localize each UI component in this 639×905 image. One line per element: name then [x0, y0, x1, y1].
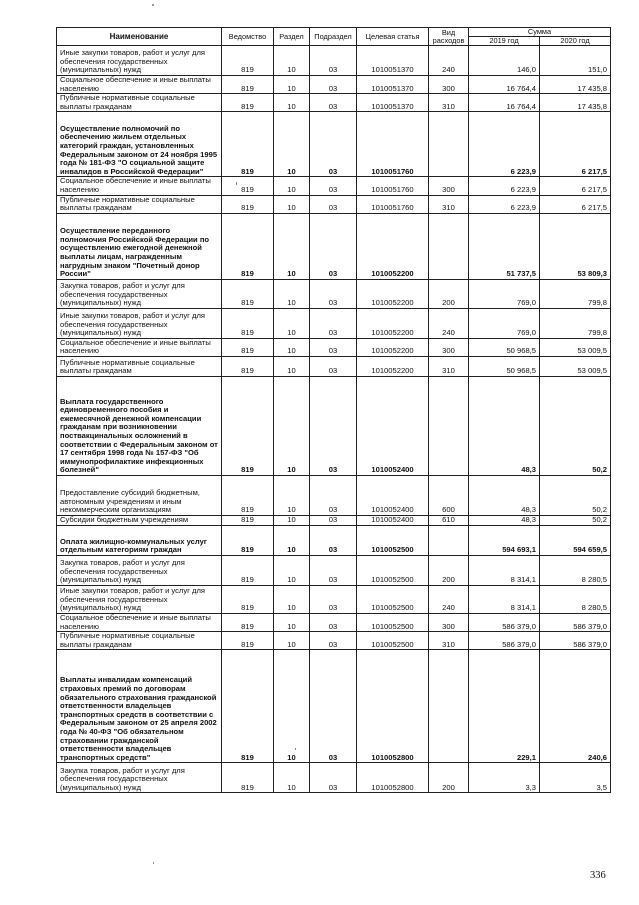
cell-name: Выплата государственного единовременного пособия и ежемесячной денежной компенсации гражданам при возникновении поствакцинальных осложнений в соответствии с Федеральным законом от 17 сентября 1998 года № 157-ФЗ "Об иммунопрофилактике инфекционных болезней" [57, 376, 222, 475]
cell-amount-2020: 53 009,5 [540, 356, 611, 376]
scan-dot [152, 4, 154, 6]
cell-amount-2019: 594 693,1 [469, 525, 540, 555]
cell-amount-2019: 51 737,5 [469, 213, 540, 279]
header-expense-type: Вид расходов [429, 28, 469, 46]
cell-subsection: 03 [310, 585, 357, 613]
cell-target-article: 1010052200 [357, 338, 429, 356]
header-year-2019: 2019 год [469, 37, 540, 46]
cell-department: 819 [222, 94, 274, 112]
cell-expense-type: 200 [429, 763, 469, 793]
cell-department: 819 [222, 112, 274, 177]
cell-section: 10 [274, 763, 310, 793]
cell-target-article: 1010051760 [357, 195, 429, 213]
cell-name: Социальное обеспечение и иные выплаты населению [57, 76, 222, 94]
cell-department: 819 [222, 585, 274, 613]
cell-amount-2020: 50,2 [540, 475, 611, 515]
cell-name: Предоставление субсидий бюджетным, автономным учреждениям и иным некоммерческим организациям [57, 475, 222, 515]
cell-amount-2020: 799,8 [540, 279, 611, 308]
cell-section: 10 [274, 338, 310, 356]
cell-expense-type: 300 [429, 177, 469, 195]
cell-target-article: 1010052800 [357, 650, 429, 763]
cell-department: 819 [222, 376, 274, 475]
cell-expense-type: 300 [429, 613, 469, 631]
cell-amount-2019: 769,0 [469, 308, 540, 338]
header-subsection: Подраздел [310, 28, 357, 46]
cell-subsection: 03 [310, 555, 357, 585]
cell-target-article: 1010051760 [357, 177, 429, 195]
cell-target-article: 1010052200 [357, 356, 429, 376]
cell-name: Осуществление переданного полномочия Российской Федерации по осуществлению ежегодной денежной выплаты лицам, награжденным нагрудным знаком "Почетный донор России" [57, 213, 222, 279]
cell-target-article: 1010052400 [357, 376, 429, 475]
cell-amount-2020: 3,5 [540, 763, 611, 793]
cell-section: 10 [274, 94, 310, 112]
table-row [57, 555, 611, 585]
table-row [57, 177, 611, 195]
cell-subsection: 03 [310, 279, 357, 308]
cell-department: 819 [222, 177, 274, 195]
cell-subsection: 03 [310, 515, 357, 525]
cell-subsection: 03 [310, 46, 357, 76]
cell-subsection: 03 [310, 76, 357, 94]
table-row [57, 338, 611, 356]
cell-target-article: 1010052500 [357, 632, 429, 650]
cell-expense-type: 610 [429, 515, 469, 525]
cell-amount-2019: 229,1 [469, 650, 540, 763]
cell-target-article: 1010052500 [357, 613, 429, 631]
cell-department: 819 [222, 356, 274, 376]
cell-section: 10 [274, 46, 310, 76]
header-target-article: Целевая статья [357, 28, 429, 46]
cell-name: Публичные нормативные социальные выплаты гражданам [57, 195, 222, 213]
cell-section: 10 [274, 376, 310, 475]
cell-amount-2019: 6 223,9 [469, 195, 540, 213]
cell-name: Выплаты инвалидам компенсаций страховых премий по договорам обязательного страхования гражданской ответственности владельцев транспортных средств в соответствии с Федеральным законом от 25 апреля 2002 года № 40-ФЗ "Об обязательном страховании гражданской ответственности владельцев транспортных средств" [57, 650, 222, 763]
cell-name: Публичные нормативные социальные выплаты гражданам [57, 632, 222, 650]
cell-subsection: 03 [310, 177, 357, 195]
cell-amount-2020: 6 217,5 [540, 195, 611, 213]
cell-subsection: 03 [310, 308, 357, 338]
cell-expense-type: 300 [429, 338, 469, 356]
cell-department: 819 [222, 613, 274, 631]
cell-section: 10 [274, 279, 310, 308]
cell-name: Осуществление полномочий по обеспечению жильем отдельных категорий граждан, установленных Федеральным законом от 24 ноября 1995 года № 181-ФЗ "О социальной защите инвалидов в Российской Федерации" [57, 112, 222, 177]
cell-name: Социальное обеспечение и иные выплаты населению [57, 177, 222, 195]
cell-name: Закупка товаров, работ и услуг для обеспечения государственных (муниципальных) нужд [57, 279, 222, 308]
cell-expense-type: 310 [429, 94, 469, 112]
cell-section: 10 [274, 356, 310, 376]
cell-section: 10 [274, 525, 310, 555]
cell-expense-type: 300 [429, 76, 469, 94]
cell-amount-2020: 240,6 [540, 650, 611, 763]
cell-name: Закупка товаров, работ и услуг для обеспечения государственных (муниципальных) нужд [57, 555, 222, 585]
cell-amount-2020: 6 217,5 [540, 177, 611, 195]
scan-dot [153, 862, 154, 864]
cell-subsection: 03 [310, 613, 357, 631]
cell-expense-type [429, 376, 469, 475]
cell-amount-2019: 48,3 [469, 376, 540, 475]
cell-target-article: 1010052200 [357, 308, 429, 338]
cell-amount-2020: 594 659,5 [540, 525, 611, 555]
cell-amount-2020: 586 379,0 [540, 632, 611, 650]
table-row [57, 46, 611, 76]
cell-target-article: 1010052400 [357, 515, 429, 525]
cell-expense-type: 240 [429, 585, 469, 613]
cell-target-article: 1010051370 [357, 94, 429, 112]
cell-amount-2020: 53 009,5 [540, 338, 611, 356]
cell-section: 10 [274, 475, 310, 515]
cell-expense-type [429, 525, 469, 555]
cell-department: 819 [222, 338, 274, 356]
cell-target-article: 1010052800 [357, 763, 429, 793]
cell-amount-2019: 6 223,9 [469, 112, 540, 177]
cell-amount-2020: 50,2 [540, 376, 611, 475]
cell-section: 10 [274, 308, 310, 338]
scan-dot [295, 748, 296, 750]
cell-expense-type: 600 [429, 475, 469, 515]
cell-amount-2019: 50 968,5 [469, 356, 540, 376]
cell-subsection: 03 [310, 338, 357, 356]
cell-target-article: 1010052200 [357, 279, 429, 308]
cell-subsection: 03 [310, 213, 357, 279]
cell-section: 10 [274, 195, 310, 213]
cell-name: Иные закупки товаров, работ и услуг для обеспечения государственных (муниципальных) нужд [57, 585, 222, 613]
cell-section: 10 [274, 177, 310, 195]
table-row [57, 475, 611, 515]
cell-amount-2020: 6 217,5 [540, 112, 611, 177]
cell-amount-2019: 50 968,5 [469, 338, 540, 356]
table-row [57, 525, 611, 555]
cell-amount-2020: 799,8 [540, 308, 611, 338]
cell-department: 819 [222, 515, 274, 525]
cell-subsection: 03 [310, 112, 357, 177]
cell-subsection: 03 [310, 195, 357, 213]
cell-amount-2020: 8 280,5 [540, 555, 611, 585]
cell-target-article: 1010052400 [357, 475, 429, 515]
cell-amount-2019: 6 223,9 [469, 177, 540, 195]
cell-section: 10 [274, 213, 310, 279]
cell-department: 819 [222, 279, 274, 308]
cell-amount-2019: 8 314,1 [469, 555, 540, 585]
cell-amount-2020: 17 435,8 [540, 76, 611, 94]
cell-expense-type: 310 [429, 632, 469, 650]
cell-amount-2019: 586 379,0 [469, 632, 540, 650]
table-row [57, 376, 611, 475]
cell-amount-2020: 586 379,0 [540, 613, 611, 631]
cell-target-article: 1010051370 [357, 76, 429, 94]
cell-department: 819 [222, 650, 274, 763]
cell-name: Публичные нормативные социальные выплаты гражданам [57, 356, 222, 376]
cell-amount-2019: 8 314,1 [469, 585, 540, 613]
table-row [57, 515, 611, 525]
cell-subsection: 03 [310, 356, 357, 376]
header-year-2020: 2020 год [540, 37, 611, 46]
cell-section: 10 [274, 650, 310, 763]
cell-section: 10 [274, 112, 310, 177]
cell-department: 819 [222, 308, 274, 338]
header-section: Раздел [274, 28, 310, 46]
cell-subsection: 03 [310, 763, 357, 793]
cell-target-article: 1010051370 [357, 46, 429, 76]
header-department: Ведомство [222, 28, 274, 46]
table-row [57, 763, 611, 793]
cell-name: Субсидии бюджетным учреждениям [57, 515, 222, 525]
cell-department: 819 [222, 195, 274, 213]
cell-target-article: 1010052500 [357, 585, 429, 613]
table-row [57, 308, 611, 338]
table-row [57, 94, 611, 112]
cell-department: 819 [222, 763, 274, 793]
cell-section: 10 [274, 515, 310, 525]
cell-name: Иные закупки товаров, работ и услуг для обеспечения государственных (муниципальных) нужд [57, 46, 222, 76]
cell-expense-type [429, 112, 469, 177]
cell-amount-2020: 17 435,8 [540, 94, 611, 112]
cell-amount-2019: 586 379,0 [469, 613, 540, 631]
cell-amount-2019: 48,3 [469, 475, 540, 515]
cell-section: 10 [274, 585, 310, 613]
cell-subsection: 03 [310, 650, 357, 763]
cell-target-article: 1010052500 [357, 555, 429, 585]
cell-target-article: 1010051760 [357, 112, 429, 177]
cell-subsection: 03 [310, 475, 357, 515]
table-row [57, 356, 611, 376]
cell-expense-type: 200 [429, 555, 469, 585]
table-row [57, 585, 611, 613]
cell-expense-type: 310 [429, 356, 469, 376]
cell-target-article: 1010052500 [357, 525, 429, 555]
cell-name: Иные закупки товаров, работ и услуг для обеспечения государственных (муниципальных) нужд [57, 308, 222, 338]
cell-expense-type: 240 [429, 46, 469, 76]
cell-amount-2019: 16 764,4 [469, 76, 540, 94]
cell-subsection: 03 [310, 94, 357, 112]
cell-department: 819 [222, 632, 274, 650]
scan-dot [236, 182, 237, 185]
cell-expense-type: 240 [429, 308, 469, 338]
cell-expense-type [429, 213, 469, 279]
cell-subsection: 03 [310, 525, 357, 555]
cell-section: 10 [274, 555, 310, 585]
cell-amount-2020: 8 280,5 [540, 585, 611, 613]
cell-amount-2019: 146,0 [469, 46, 540, 76]
cell-amount-2020: 53 809,3 [540, 213, 611, 279]
cell-section: 10 [274, 613, 310, 631]
cell-department: 819 [222, 213, 274, 279]
cell-name: Оплата жилищно-коммунальных услуг отдельным категориям граждан [57, 525, 222, 555]
cell-name: Публичные нормативные социальные выплаты гражданам [57, 94, 222, 112]
table-row [57, 613, 611, 631]
header-amount: Сумма [469, 28, 611, 37]
cell-name: Закупка товаров, работ и услуг для обеспечения государственных (муниципальных) нужд [57, 763, 222, 793]
table-body [57, 46, 611, 793]
cell-department: 819 [222, 555, 274, 585]
cell-amount-2020: 50,2 [540, 515, 611, 525]
cell-subsection: 03 [310, 632, 357, 650]
header-name: Наименование [57, 28, 222, 46]
page-number: 336 [590, 870, 606, 881]
cell-expense-type [429, 650, 469, 763]
cell-subsection: 03 [310, 376, 357, 475]
budget-table [56, 27, 611, 793]
table-row [57, 650, 611, 763]
cell-amount-2020: 151,0 [540, 46, 611, 76]
cell-section: 10 [274, 632, 310, 650]
table-row [57, 112, 611, 177]
table-row [57, 279, 611, 308]
cell-target-article: 1010052200 [357, 213, 429, 279]
cell-section: 10 [274, 76, 310, 94]
cell-amount-2019: 16 764,4 [469, 94, 540, 112]
cell-amount-2019: 3,3 [469, 763, 540, 793]
table-row [57, 632, 611, 650]
cell-department: 819 [222, 475, 274, 515]
table-row [57, 213, 611, 279]
cell-amount-2019: 48,3 [469, 515, 540, 525]
cell-name: Социальное обеспечение и иные выплаты населению [57, 613, 222, 631]
cell-department: 819 [222, 76, 274, 94]
cell-amount-2019: 769,0 [469, 279, 540, 308]
cell-expense-type: 310 [429, 195, 469, 213]
table-row [57, 76, 611, 94]
cell-department: 819 [222, 525, 274, 555]
cell-name: Социальное обеспечение и иные выплаты населению [57, 338, 222, 356]
cell-department: 819 [222, 46, 274, 76]
cell-expense-type: 200 [429, 279, 469, 308]
table-row [57, 195, 611, 213]
